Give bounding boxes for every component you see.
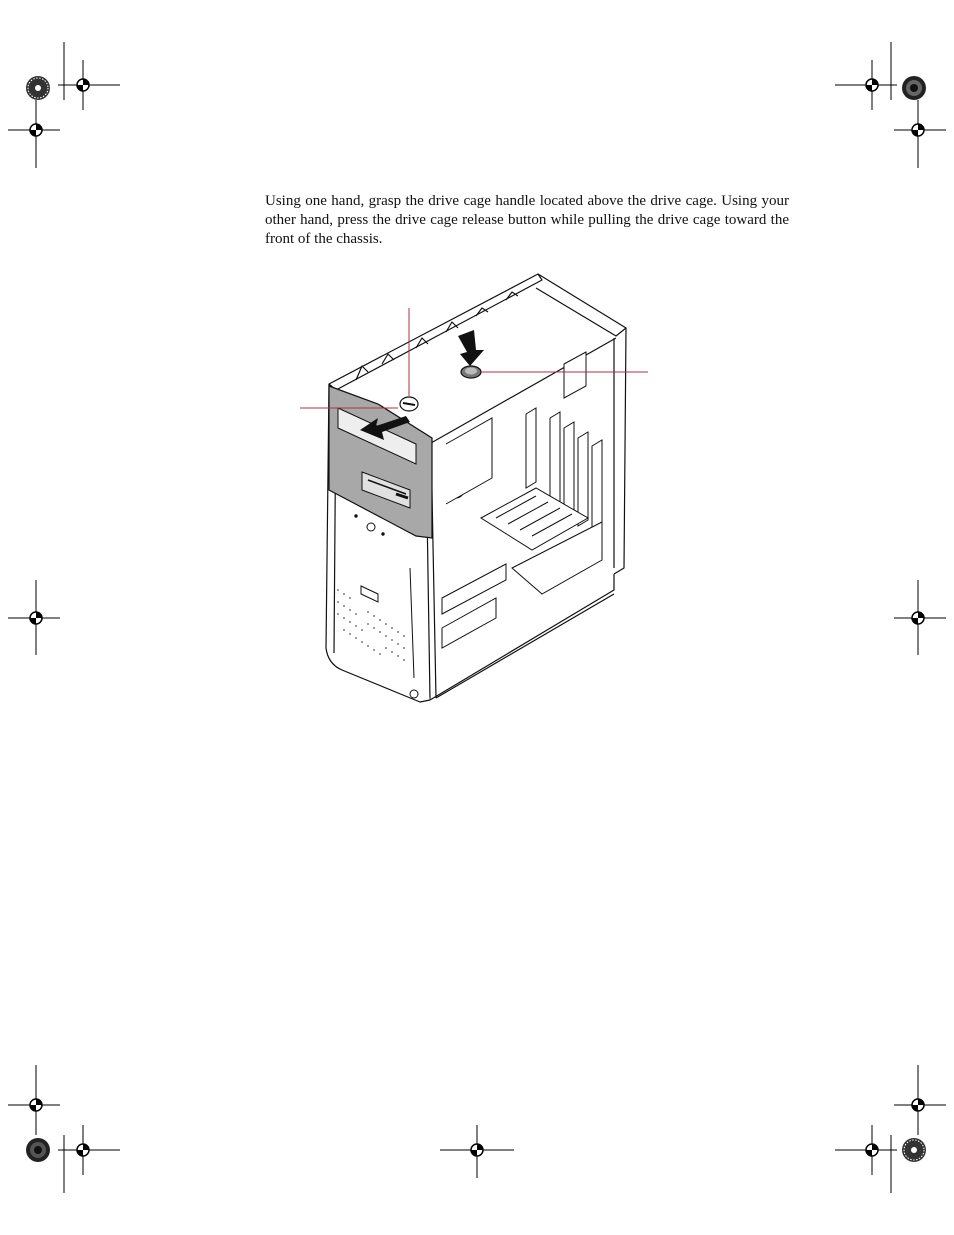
instruction-paragraph: Using one hand, grasp the drive cage handle located above the drive cage. Using your other hand, press the drive cage release button while pulling the drive cage toward the front of the chassis.	[265, 193, 789, 247]
chassis-illustration	[296, 268, 656, 708]
